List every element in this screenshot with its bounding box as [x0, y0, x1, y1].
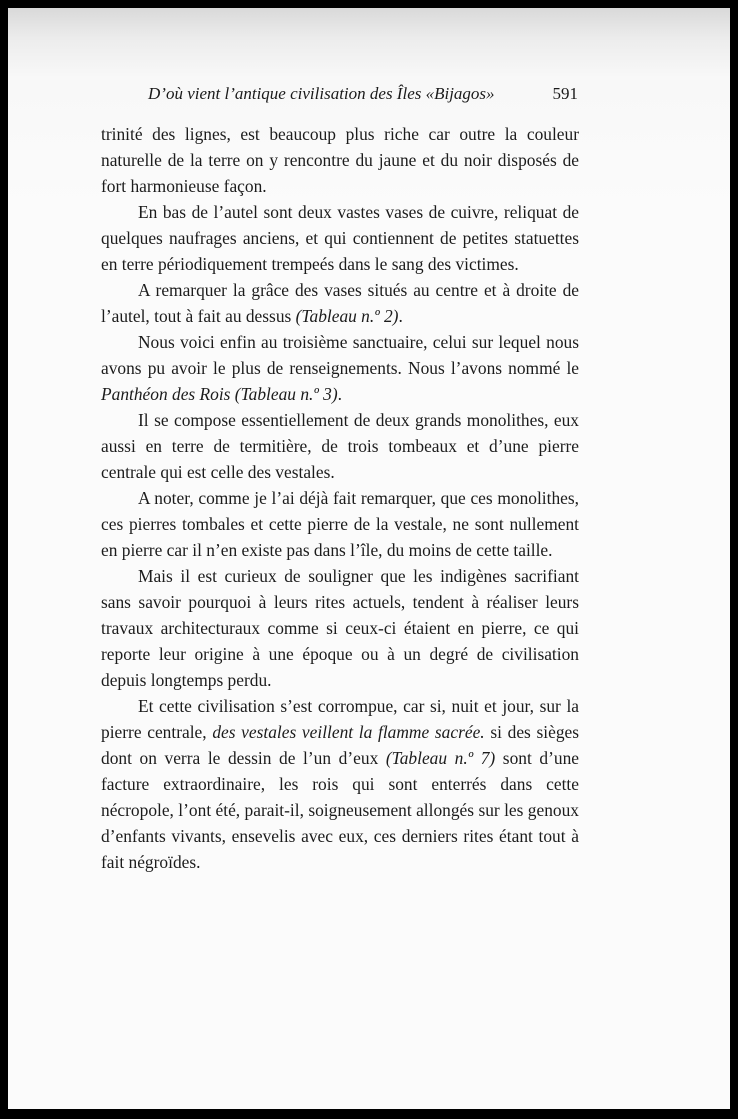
- italic-phrase: des vestales veillent la flamme sacrée.: [212, 722, 485, 742]
- paragraph-8: [101, 693, 579, 875]
- paragraph-text: En bas de l’autel sont deux vastes vases de cuivre, reliquat de quelques naufrages anciens, et qui contiennent de petites statuettes en terre périodiquement trempeés dans le sang des victimes.: [101, 202, 579, 274]
- table-reference: (Tableau n.º 2): [295, 306, 399, 326]
- paragraph-text: A remarquer la grâce des vases situés au centre et à droite de l’autel, tout à fait au dessus: [101, 280, 579, 326]
- paragraph-5: [101, 407, 579, 485]
- paragraph-text: A noter, comme je l’ai déjà fait remarquer, que ces monolithes, ces pierres tombales et cette pierre de la vestale, ne sont nullement en pierre car il n’en existe pas dans l’île, du moins de cette taille.: [101, 488, 579, 560]
- paragraph-text: sont d’une facture extraordinaire, les rois qui sont enterrés dans cette nécropole, l’ont été, parait-il, soigneusement allongés sur les genoux d’enfants vivants, ensevelis avec eux, ces derniers rites étant tout à fait négroïdes.: [101, 748, 579, 872]
- paragraph-text: si des sièges dont on verra le dessin de l’un d’eux: [101, 722, 579, 768]
- table-reference: Panthéon des Rois (Tableau n.º 3): [101, 384, 338, 404]
- paragraph-4: [101, 329, 579, 407]
- paragraph-text: Mais il est curieux de souligner que les indigènes sacrifiant sans savoir pourquoi à leurs rites actuels, tendent à réaliser leurs travaux architecturaux comme si ceux-ci étaient en pierre, ce qui reporte leur origine à une époque ou à un degré de civilisation depuis longtemps perdu.: [101, 566, 579, 690]
- page-number: 591: [552, 84, 578, 103]
- paragraph-text: Nous voici enfin au troisième sanctuaire, celui sur lequel nous avons pu avoir le plus de renseignements. Nous l’avons nommé le: [101, 332, 579, 378]
- paragraph-text: trinité des lignes, est beaucoup plus riche car outre la couleur naturelle de la terre on y rencontre du jaune et du noir disposés de fort harmonieuse façon.: [101, 124, 579, 196]
- paragraph-7: [101, 563, 579, 693]
- paragraph-text: .: [337, 384, 342, 404]
- book-page: [8, 8, 730, 1109]
- paragraph-6: [101, 485, 579, 563]
- running-title: D’où vient l’antique civilisation des Îles «Bijagos»: [148, 84, 495, 103]
- paragraph-2: [101, 199, 579, 277]
- paragraph-3: [101, 277, 579, 329]
- running-header: [148, 84, 578, 108]
- paragraph-text: Et cette civilisation s’est corrompue, car si, nuit et jour, sur la pierre centrale,: [101, 696, 579, 742]
- table-reference: (Tableau n.º 7): [385, 748, 496, 768]
- paragraph-text: .: [398, 306, 403, 326]
- body-text: [101, 121, 579, 875]
- paragraph-1: [101, 121, 579, 199]
- paragraph-text: Il se compose essentiellement de deux grands monolithes, eux aussi en terre de termitière, de trois tombeaux et d’une pierre centrale qui est celle des vestales.: [101, 410, 579, 482]
